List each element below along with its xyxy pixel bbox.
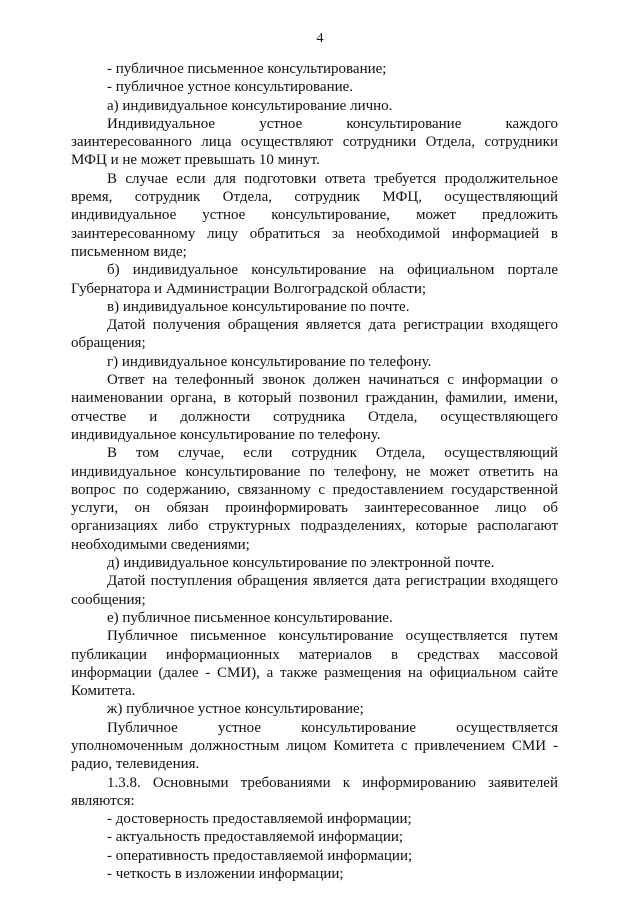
section-1-3-8: 1.3.8. Основными требованиями к информированию заявителей являются: bbox=[71, 774, 558, 809]
paragraph-phone-answer: Ответ на телефонный звонок должен начинаться с информации о наименовании органа, в который позвонил гражданин, фамилии, имени, отчестве и должности сотрудника Отдела, осуществляющего индивидуальное консультирование по телефону. bbox=[71, 372, 558, 443]
paragraph-public-written: Публичное письменное консультирование осуществляется путем публикации информационных материалов в средствах массовой информации (далее - СМИ), а также размещения на официальном сайте Комитета. bbox=[71, 628, 558, 700]
page-number: 4 bbox=[316, 31, 324, 46]
item-b-portal-consulting: б) индивидуальное консультирование на официальном портале Губернатора и Администрации Волгоградской области; bbox=[71, 262, 558, 297]
list-item-public-oral: - публичное устное консультирование. bbox=[107, 79, 354, 96]
paragraph-email-date: Датой поступления обращения является дата регистрации входящего сообщения; bbox=[71, 573, 558, 608]
document-body bbox=[71, 60, 558, 883]
list-item-public-written: - публичное письменное консультирование; bbox=[107, 61, 387, 77]
paragraph-public-oral: Публичное устное консультирование осуществляется уполномоченным должностным лицом Комитета с привлечением СМИ - радио, телевидения. bbox=[71, 719, 558, 773]
requirement-promptness: - оперативность предоставляемой информации; bbox=[107, 847, 413, 864]
requirement-relevance: - актуальность предоставляемой информации; bbox=[107, 829, 404, 846]
requirement-reliability: - достоверность предоставляемой информации; bbox=[107, 811, 412, 828]
item-d-email-consulting: д) индивидуальное консультирование по электронной почте. bbox=[107, 555, 495, 572]
item-v-mail-consulting: в) индивидуальное консультирование по почте. bbox=[107, 298, 410, 315]
paragraph-receipt-date: Датой получения обращения является дата регистрации входящего обращения; bbox=[71, 317, 558, 352]
item-a-individual-in-person: а) индивидуальное консультирование лично. bbox=[107, 97, 393, 114]
paragraph-long-preparation: В случае если для подготовки ответа требуется продолжительное время, сотрудник Отдела, сотрудник МФЦ, осуществляющий индивидуальное устное консультирование, может предложить заинтересованному лицу обратиться за необходимой информацией в письменном виде; bbox=[71, 170, 558, 260]
requirement-clarity: - четкость в изложении информации; bbox=[107, 866, 344, 883]
paragraph-oral-consulting: Индивидуальное устное консультирование каждого заинтересованного лица осуществляют сотрудники Отдела, сотрудники МФЦ и не может превышать 10 минут. bbox=[71, 115, 558, 169]
item-g-phone-consulting: г) индивидуальное консультирование по телефону. bbox=[107, 353, 432, 370]
item-e-public-written: е) публичное письменное консультирование. bbox=[107, 609, 393, 626]
item-zh-public-oral: ж) публичное устное консультирование; bbox=[107, 701, 364, 718]
paragraph-phone-redirect: В том случае, если сотрудник Отдела, осуществляющий индивидуальное консультирование по телефону, не может ответить на вопрос по содержанию, связанному с предоставлением государственной услуги, он обязан проинформировать заинтересованное лицо об организациях либо структурных подразделениях, которые располагают необходимыми сведениями; bbox=[71, 445, 558, 553]
